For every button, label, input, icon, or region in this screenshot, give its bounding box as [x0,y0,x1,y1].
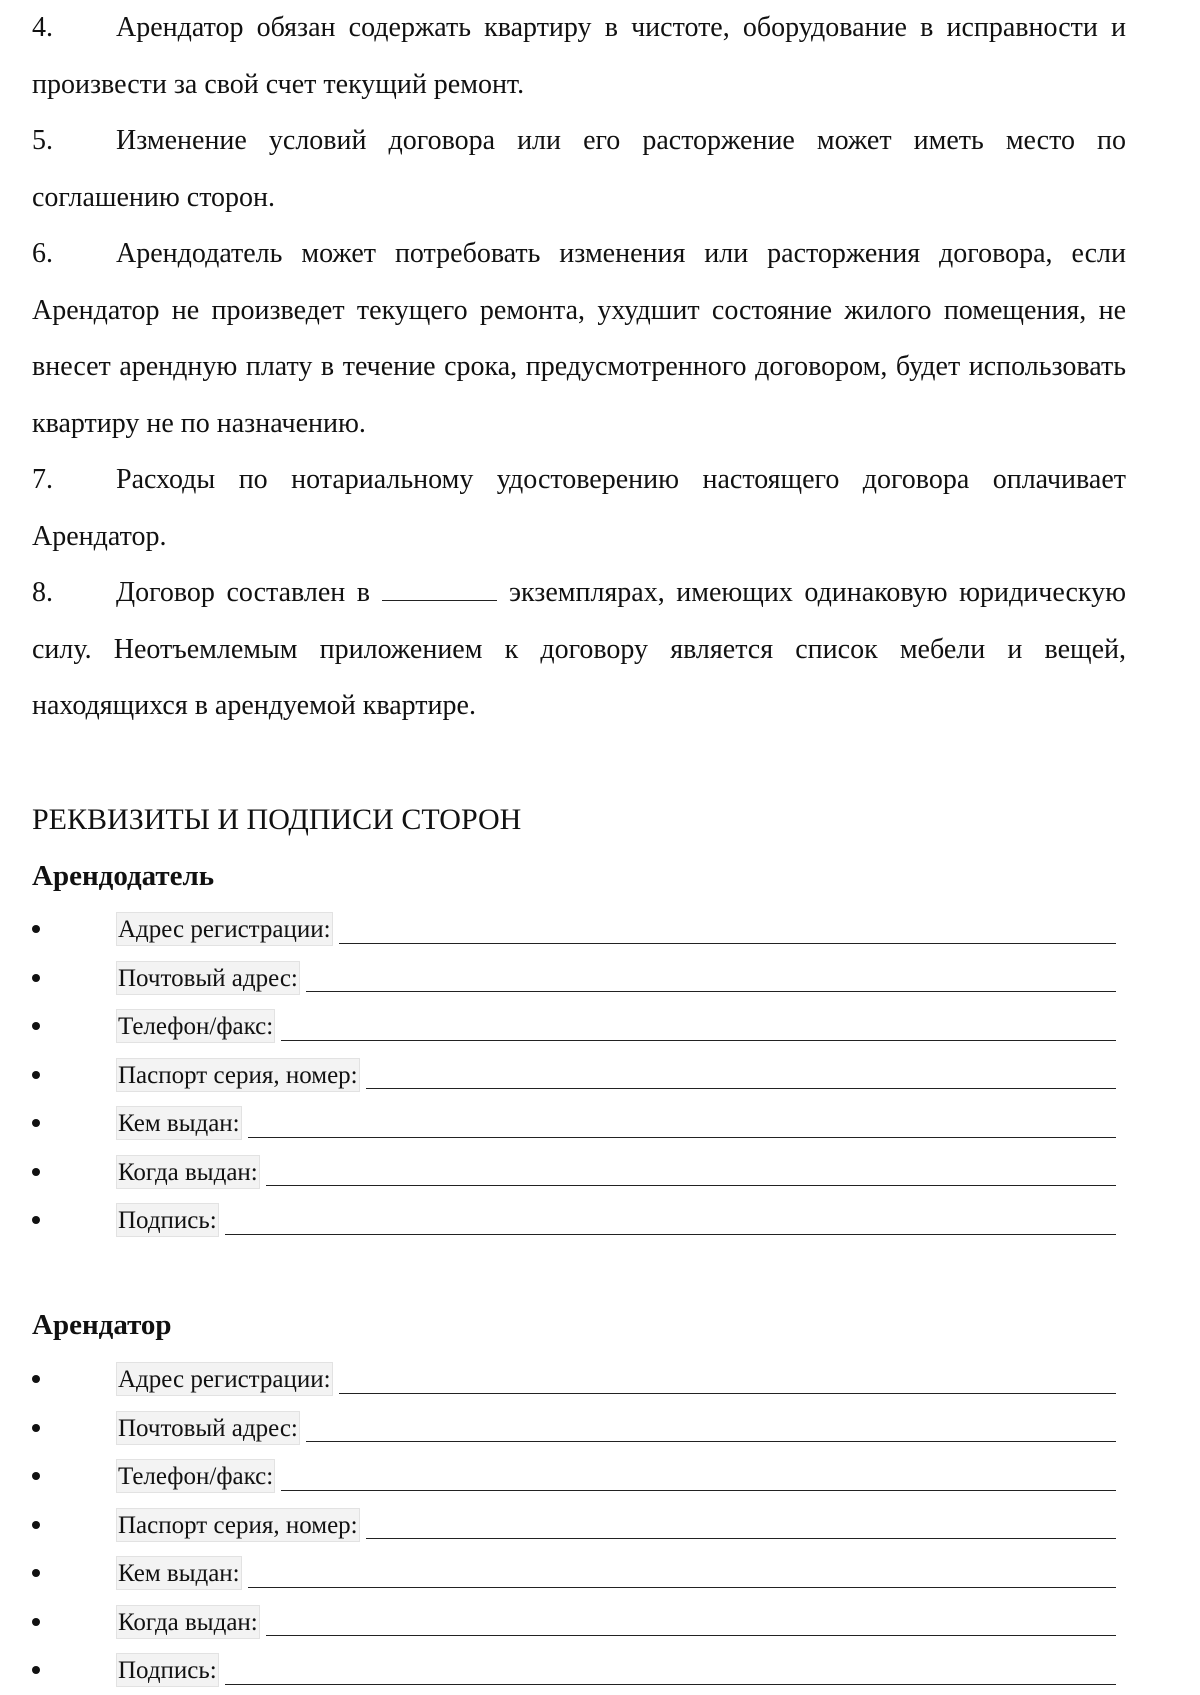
bullet-icon [32,1168,40,1176]
field-input-line[interactable] [266,1185,1116,1186]
field-input-line[interactable] [366,1538,1116,1539]
field-label: Подпись: [116,1203,219,1237]
tenant-field-passport-number [32,1501,1126,1550]
tenant-fields [32,1355,1126,1695]
clause-number: 8. [32,577,53,608]
bullet-icon [32,1521,40,1529]
bullet-icon [32,1424,40,1432]
field-input-line[interactable] [225,1684,1116,1685]
field-label: Адрес регистрации: [116,912,333,946]
field-input-line[interactable] [306,1441,1116,1442]
field-input-line[interactable] [248,1587,1116,1588]
bullet-icon [32,1618,40,1626]
tenant-field-registration-address [32,1355,1126,1404]
clause-text-before: Договор составлен в [116,577,370,608]
landlord-field-issued-by [32,1099,1126,1148]
field-label: Телефон/факс: [116,1009,275,1043]
field-input-line[interactable] [339,943,1116,944]
clause-number: 7. [32,464,53,495]
field-label: Почтовый адрес: [116,961,300,995]
bullet-icon [32,1216,40,1224]
tenant-field-issued-by [32,1549,1126,1598]
field-input-line[interactable] [266,1635,1116,1636]
field-label: Паспорт серия, номер: [116,1058,360,1092]
field-input-line[interactable] [248,1137,1116,1138]
clause-text: Арендодатель может потребовать изменения или расторжения договора, если Арендатор не произведет текущего ремонта, ухудшит состояние жилого помещения, не внесет арендную плату в течение срока, предусмотренного договором, будет использовать квартиру не по назначению. [32,238,1126,439]
field-label: Кем выдан: [116,1556,242,1590]
bullet-icon [32,1666,40,1674]
landlord-field-postal-address [32,954,1126,1003]
clause-number: 6. [32,238,53,269]
field-label: Адрес регистрации: [116,1362,333,1396]
bullet-icon [32,1119,40,1127]
landlord-field-signature [32,1196,1126,1245]
clause-6 [32,226,1126,452]
bullet-icon [32,1071,40,1079]
tenant-title: Арендатор [32,1309,172,1341]
field-label: Паспорт серия, номер: [116,1508,360,1542]
landlord-field-passport-number [32,1051,1126,1100]
landlord-fields [32,905,1126,1245]
requisites-title: РЕКВИЗИТЫ И ПОДПИСИ СТОРОН [32,803,522,836]
tenant-field-postal-address [32,1404,1126,1453]
field-label: Когда выдан: [116,1605,260,1639]
clause-number: 4. [32,12,53,43]
field-input-line[interactable] [281,1040,1116,1041]
clause-number: 5. [32,125,53,156]
landlord-field-issue-date [32,1148,1126,1197]
clause-4 [32,0,1126,113]
clause-8 [32,565,1126,735]
clause-5 [32,113,1126,226]
bullet-icon [32,1375,40,1383]
clause-text: Изменение условий договора или его расторжение может иметь место по соглашению сторон. [32,125,1126,213]
field-label: Кем выдан: [116,1106,242,1140]
bullet-icon [32,925,40,933]
field-label: Подпись: [116,1653,219,1687]
landlord-field-phone-fax [32,1002,1126,1051]
clause-7 [32,452,1126,565]
tenant-field-issue-date [32,1598,1126,1647]
bullet-icon [32,974,40,982]
clause-text-after: экземплярах, имеющих одинаковую юридическую силу. Неотъемлемым приложением к договору является список мебели и вещей, находящихся в арендуемой квартире. [32,577,1126,721]
landlord-title: Арендодатель [32,860,215,892]
field-input-line[interactable] [281,1490,1116,1491]
clause-text: Расходы по нотариальному удостоверению настоящего договора оплачивает Арендатор. [32,464,1126,552]
copies-count-blank[interactable] [382,578,497,601]
field-input-line[interactable] [225,1234,1116,1235]
tenant-field-phone-fax [32,1452,1126,1501]
tenant-field-signature [32,1646,1126,1695]
clauses [32,0,1126,735]
field-label: Когда выдан: [116,1155,260,1189]
field-input-line[interactable] [306,991,1116,992]
field-label: Почтовый адрес: [116,1411,300,1445]
field-label: Телефон/факс: [116,1459,275,1493]
clause-text: Арендатор обязан содержать квартиру в чистоте, оборудование в исправности и произвести за свой счет текущий ремонт. [32,12,1126,100]
field-input-line[interactable] [366,1088,1116,1089]
bullet-icon [32,1022,40,1030]
bullet-icon [32,1472,40,1480]
field-input-line[interactable] [339,1393,1116,1394]
landlord-field-registration-address [32,905,1126,954]
bullet-icon [32,1569,40,1577]
